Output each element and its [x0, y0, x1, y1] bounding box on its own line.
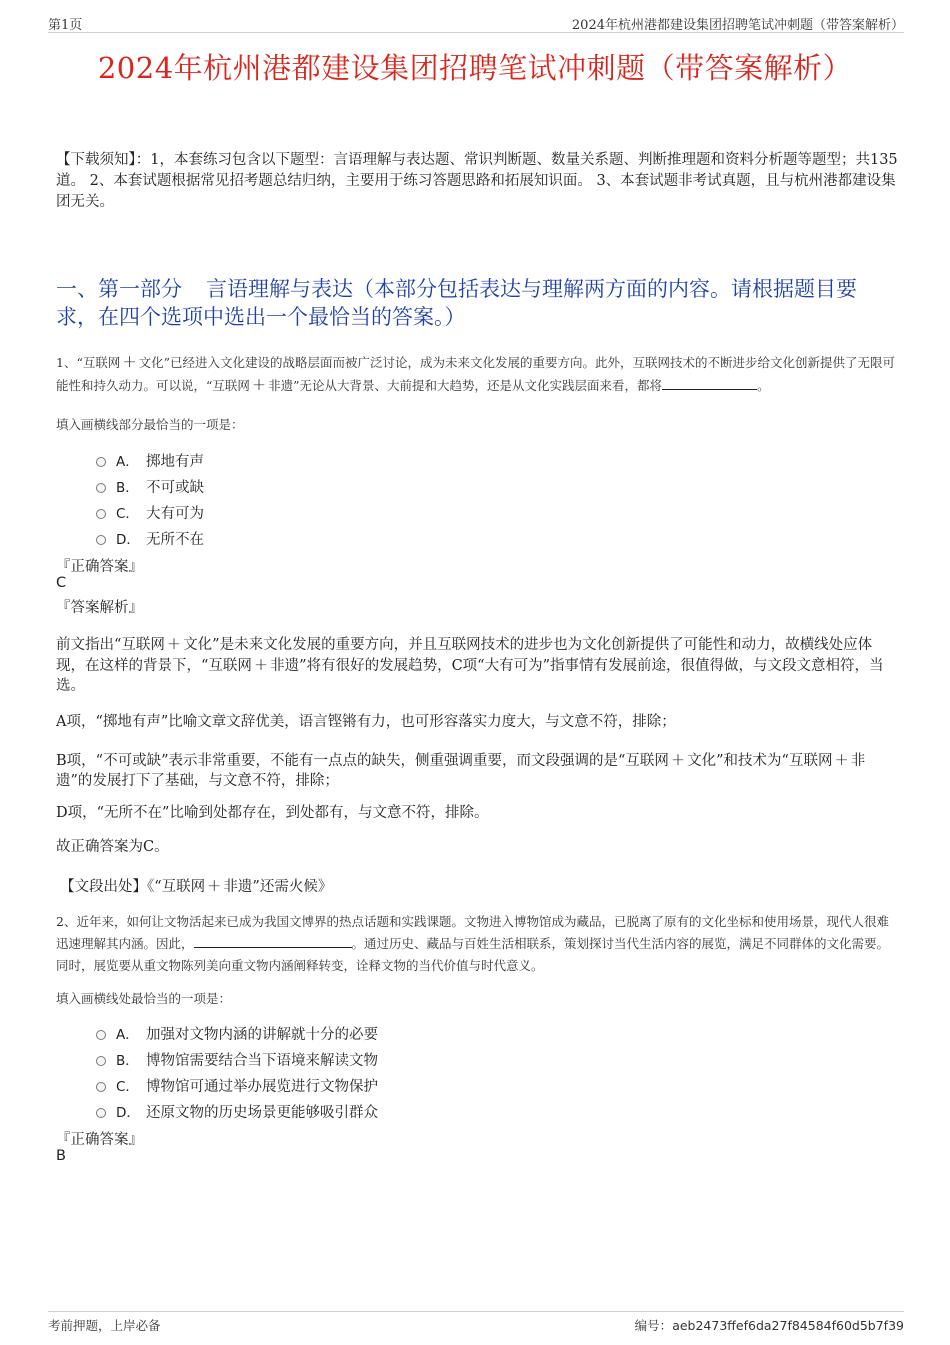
q1-answer: C: [56, 575, 67, 591]
plus-sign: +: [122, 352, 137, 372]
q1-analysis-4: D项，“无所不在”比喻到处都存在，到处都有，与文意不符，排除。: [56, 805, 489, 821]
q2-answer: B: [56, 1148, 66, 1164]
q1-source: 【文段出处】《“互联网 + 非遗”还需火候》: [60, 876, 333, 896]
q1-prompt: 填入画横线部分最恰当的一项是：: [56, 417, 244, 432]
answer-blank: [662, 375, 757, 390]
radio-button[interactable]: [96, 1108, 106, 1118]
q1-option-d[interactable]: D． 无所不在: [96, 528, 204, 548]
q2-prompt: 填入画横线处最恰当的一项是：: [56, 991, 232, 1006]
q1-analysis-3: B项，“不可或缺”表示非常重要，不能有一点点的缺失，侧重强调重要，而文段强调的是“互联网 + 文化”和技术为“互联网 + 非遗”的发展打下了基础，与文意不符，排除；: [56, 750, 866, 789]
page-footer: [48, 1311, 904, 1334]
footer-slogan: 考前押题，上岸必备: [48, 1318, 161, 1333]
radio-button[interactable]: [96, 509, 106, 519]
header-doc-title: 2024年杭州港都建设集团招聘笔试冲刺题（带答案解析）: [571, 18, 904, 33]
radio-button[interactable]: [96, 483, 106, 493]
q1-option-c[interactable]: C． 大有可为: [96, 502, 204, 522]
q1-text-2: 文化”已经进入文化建设的战略层面而被广泛讨论，成为未来文化发展的重要方向。此外，互联网技术的不断进步给文化创新提供了无限可能性和持久动力。可以说，“互联网: [56, 355, 895, 393]
q2-option-c[interactable]: C． 博物馆可通过举办展览进行文物保护: [96, 1075, 378, 1095]
plus-sign: +: [207, 876, 222, 896]
plus-sign: +: [251, 375, 267, 395]
q1-text-4: 。: [757, 378, 770, 393]
document-code: 编号：aeb2473ffef6da27f84584f60d5b7f39: [634, 1318, 904, 1333]
q2-option-d[interactable]: D． 还原文物的历史场景更能够吸引群众: [96, 1101, 378, 1121]
q1-text-3: 非遗”无论从大背景、大前提和大趋势，还是从文化实践层面来看，都将: [268, 378, 663, 393]
q2-text-2: 。通过历史、藏品与百姓生活相联系，策划探讨当代生活内容的展览，满足不同群体的文化需要。同时，展览要从重文物陈列美向重文物内涵阐释转变，诠释文物的当代价值与时代意义。: [56, 936, 890, 973]
q2-option-a[interactable]: A． 加强对文物内涵的讲解就十分的必要: [96, 1023, 378, 1043]
section-description: 言语理解与表达（本部分包括表达与理解两方面的内容。请根据题目要求，在四个选项中选出一个最恰当的答案。）: [56, 277, 857, 329]
question-1-stem: [56, 351, 898, 397]
section-part: 一、第一部分: [56, 277, 182, 301]
q2-option-b[interactable]: B． 博物馆需要结合当下语境来解读文物: [96, 1049, 378, 1069]
q1-analysis-label: 『答案解析』: [56, 600, 143, 616]
plus-sign: +: [670, 750, 686, 770]
document-title: 2024年杭州港都建设集团招聘笔试冲刺题（带答案解析）: [97, 51, 853, 85]
section-heading: [56, 275, 898, 331]
q1-text-1: 1、“互联网: [56, 355, 121, 370]
q1-analysis-5: 故正确答案为C。: [56, 839, 169, 855]
q2-answer-label: 『正确答案』: [56, 1132, 143, 1148]
plus-sign: +: [166, 634, 182, 654]
q1-analysis-1: 前文指出“互联网 + 文化”是未来文化发展的重要方向，并且互联网技术的进步也为文化创新提供了可能性和动力，故横线处应体现，在这样的背景下，“互联网 + 非遗”将有很好的发展趋势，C项“大有可为”指事情有发展前途，很值得做，与文段文意相符，当选。: [56, 634, 884, 694]
q1-option-a[interactable]: A． 掷地有声: [96, 450, 204, 470]
radio-button[interactable]: [96, 535, 106, 545]
q2-text-1: 2、近年来，如何让文物活起来已成为我国文博界的热点话题和实践课题。文物进入博物馆成为藏品，已脱离了原有的文化坐标和使用场景，现代人很难迅速理解其内涵。因此，: [56, 914, 889, 951]
plus-sign: +: [253, 655, 269, 675]
plus-sign: +: [834, 750, 849, 770]
q1-option-b[interactable]: B． 不可或缺: [96, 476, 204, 496]
radio-button[interactable]: [96, 1030, 106, 1040]
download-notice: 【下载须知】：1，本套练习包含以下题型：言语理解与表达题、常识判断题、数量关系题、判断推理题和资料分析题等题型；共135道。 2、本套试题根据常见招考题总结归纳，主要用于练习答题思路和拓展知识面。 3、本套试题非考试真题，且与杭州港都建设集团无关。: [56, 152, 898, 210]
q1-analysis-2: A项，“掷地有声”比喻文章文辞优美，语言铿锵有力，也可形容落实力度大，与文意不符，排除；: [56, 714, 676, 730]
page-number: 第1页: [48, 18, 83, 33]
page-header: [48, 14, 904, 33]
answer-blank: [194, 933, 352, 948]
radio-button[interactable]: [96, 457, 106, 467]
q1-answer-label: 『正确答案』: [56, 559, 143, 575]
radio-button[interactable]: [96, 1082, 106, 1092]
radio-button[interactable]: [96, 1056, 106, 1066]
question-2-stem: [56, 911, 898, 977]
